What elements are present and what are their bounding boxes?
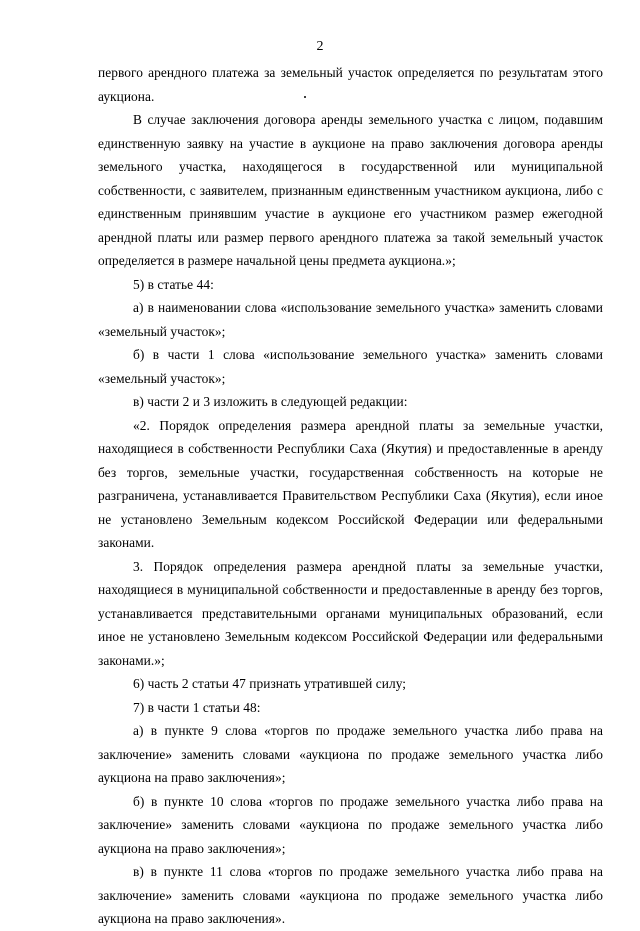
- paragraph-item-7v: в) в пункте 11 слова «торгов по продаже земельного участка либо права на заключение» заменить словами «аукциона по продаже земельного участка либо аукциона на право заключения».: [98, 864, 603, 926]
- paragraph-item-5a: а) в наименовании слова «использование земельного участка» заменить словами «земельный участок»;: [98, 300, 603, 339]
- paragraph-sole-bidder: В случае заключения договора аренды земельного участка с лицом, подавшим единственную заявку на участие в аукционе на право заключения договора аренды земельного участка, находящегося в государственной или муниципальной собственности, с заявителем, признанным единственным участником аукциона, либо с единственным принявшим участие в аукционе его участником размер ежегодной арендной платы или размер первого арендного платежа за такой земельный участок определяется в размере начальной цены предмета аукциона.»;: [98, 112, 603, 268]
- paragraph-item-7b: б) в пункте 10 слова «торгов по продаже земельного участка либо права на заключение» заменить словами «аукциона по продаже земельного участка либо аукциона на право заключения»;: [98, 793, 603, 856]
- paragraph-item-5v: в) части 2 и 3 изложить в следующей редакции:: [133, 394, 408, 409]
- paragraph-item-7: 7) в части 1 статьи 48:: [133, 699, 261, 715]
- paragraph-part-3: 3. Порядок определения размера арендной платы за земельные участки, находящиеся в муниципальной собственности и предоставленные в аренду без торгов, устанавливается представительными органами муниципальных образований, если иное не установлено Земельным кодексом Российской Федерации или федеральными законами.»;: [98, 558, 603, 668]
- paragraph-item-5: 5) в статье 44:: [133, 276, 214, 292]
- paragraph-item-7a: а) в пункте 9 слова «торгов по продаже земельного участка либо права на заключение» заменить словами «аукциона по продаже земельного участка либо аукциона на право заключения»;: [98, 723, 603, 785]
- paragraph-item-6: 6) часть 2 статьи 47 признать утратившей силу;: [133, 676, 407, 691]
- paragraph-continuation: первого арендного платежа за земельный участок определяется по результатам этого аукциона.: [98, 65, 603, 104]
- paragraph-part-2: «2. Порядок определения размера арендной платы за земельные участки, находящиеся в собственности Республики Саха (Якутия) и предоставленные в аренду без торгов, земельные участки, государственная собственность на которые не разграничена, устанавливается Правительством Республики Саха (Якутия), если иное не установлено Земельным кодексом Российской Федерации или федеральными законами.: [98, 417, 603, 550]
- paragraph-item-5b: б) в части 1 слова «использование земельного участка» заменить словами «земельный участок»;: [98, 347, 603, 386]
- page-number: 2: [316, 39, 324, 54]
- document-body: [98, 61, 603, 931]
